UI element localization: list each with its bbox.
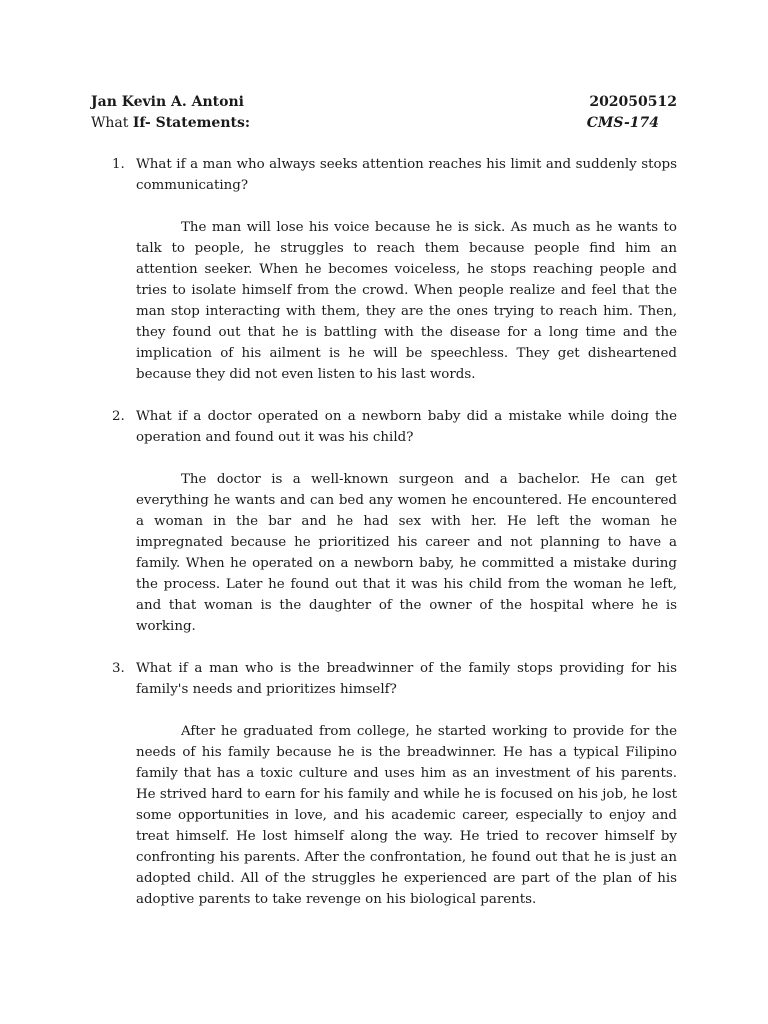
- item-number: 1.: [112, 157, 125, 172]
- answer-paragraph: The doctor is a well-known surgeon and a bachelor. He can get everything he wants and can bed any women he encountered. He encountered a woman in the bar and he had sex with her. He left the woman he impregnated because he prioritized his career and not planning to have a family. When he operated on a newborn baby, he committed a mistake during the process. Later he found out that it was his child from the woman he left, and that woman is the daughter of the owner of the hospital where he is working.: [136, 472, 677, 634]
- question-text: What if a doctor operated on a newborn baby did a mistake while doing the operation and found out it was his child?: [136, 409, 677, 445]
- author-name: Jan Kevin A. Antoni: [91, 94, 244, 110]
- question-list: [112, 154, 677, 931]
- course-code: CMS-174: [586, 115, 659, 131]
- question-text: What if a man who always seeks attention reaches his limit and suddenly stops communicating?: [136, 157, 677, 193]
- question-text: What if a man who is the breadwinner of the family stops providing for his family's needs and prioritizes himself?: [136, 661, 677, 697]
- list-item: [112, 154, 677, 385]
- item-body: [136, 406, 677, 637]
- item-number: 2.: [112, 409, 125, 424]
- item-number: 3.: [112, 661, 125, 676]
- item-body: [136, 154, 677, 385]
- document-header: [91, 92, 677, 134]
- header-row-2: [91, 113, 677, 134]
- header-row-1: [91, 92, 677, 113]
- answer-paragraph: The man will lose his voice because he is sick. As much as he wants to talk to people, he struggles to reach them because people find him an attention seeker. When he becomes voiceless, he stops reaching people and tries to isolate himself from the crowd. When people realize and feel that the man stop interacting with them, they are the ones trying to reach him. Then, they found out that he is battling with the disease for a long time and the implication of his ailment is he will be speechless. They get disheartened because they did not even listen to his last words.: [136, 220, 677, 382]
- list-item: [112, 406, 677, 637]
- list-item: [112, 658, 677, 910]
- assignment-title: [91, 113, 250, 134]
- item-body: [136, 658, 677, 910]
- assignment-bold-title: If- Statements:: [132, 115, 251, 131]
- student-id: 202050512: [589, 94, 677, 110]
- assignment-prefix: What: [91, 115, 133, 131]
- answer-paragraph: After he graduated from college, he started working to provide for the needs of his family because he is the breadwinner. He has a typical Filipino family that has a toxic culture and uses him as an investment of his parents. He strived hard to earn for his family and while he is focused on his job, he lost some opportunities in love, and his academic career, especially to enjoy and treat himself. He lost himself along the way. He tried to recover himself by confronting his parents. After the confrontation, he found out that he is just an adopted child. All of the struggles he experienced are part of the plan of his adoptive parents to take revenge on his biological parents.: [136, 724, 677, 907]
